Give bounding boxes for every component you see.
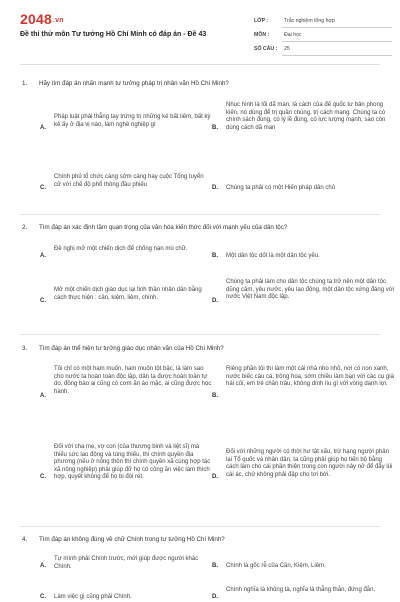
- logo-suffix: .vn: [52, 17, 64, 24]
- question-text: 2. Tìm đáp án xác định tầm quan trọng của văn hóa kiến thức đối với mạnh yếu của dân tộc?: [22, 224, 288, 231]
- header-divider: [20, 64, 380, 65]
- meta-row-count: SỐ CÂU : 25: [252, 43, 392, 57]
- exam-page: 2048.vn Đề thi thử môn Tư tưởng Hồ Chí Minh có đáp án - Đề 43 LỚP : Trắc nghiệm tổng hợp MÔN : Đại học SỐ CÂU : 25 1. Hãy tìm đáp án nhấn mạnh tư tưởng pháp trị nhân văn Hồ Chí Minh? A. Pháp luật phải thẳng tay trừng trị những kẻ bất liêm, bất kỳ kẻ ấy ở địa vị nào, làm nghề nghiệp gì B. Nhục hình là lối dã man, là cách của đế quốc tư bản phong kiến, nó dùng để trị quần chúng, trị cách mạng. Chúng ta có chính sách đúng, có lý lẽ đúng, có lực lượng mạnh, sao còn dùng cách dã man C. Chính phủ tổ chức càng sớm càng hay cuộc Tổng tuyển cử với chế độ phổ thông đầu phiếu D. Chúng ta phải có một Hiến pháp dân chủ 2. Tìm đáp án xác định tầm quan trọng của văn hóa kiến thức đối với mạnh yếu của dân tộc? A. Đề nghị mở một chiến dịch để chống nạn mù chữ. B. Một dân tộc dốt là một dân tộc yếu. C. Mở một chiến dịch giáo dục lại tinh thần nhân dân bằng cách thực hiện : cần, kiệm, liêm, chính. D. Chúng ta phải làm cho dân tộc chúng ta trở nên một dân tộc dũng cảm, yêu nước, yêu lao động, một dân tộc xứng đáng với nước Việt Nam độc lập. 3. Tìm đáp án thể hiện tư tưởng giáo dục nhân văn của Hồ Chí Minh? A. Tôi chỉ có một ham muốn, ham muốn tột bậc, là làm sao cho nước ta hoàn toàn độc lập, dân ta được hoàn toàn tự do, đồng bào ai cũng có cơm ăn áo mặc, ai cũng được học hành. B. Riêng phần tôi thì làm một cái nhà nho nhỏ, nơi có non xanh, nước biếc câu cá, trồng hoa, sớm chiều làm bạn với các cụ già hái củi, em trẻ chăn trâu, không dính líu gì với vòng danh lợi. C. Đối với cha mẹ, vợ con (của thương binh và liệt sĩ) mà thiếu sức lao động và túng thiếu, thì chính quyền địa phương (nếu ở nông thôn thì chính quyền xã cùng hợp tác xã nông nghiệp) phải giúp đỡ họ có công ăn việc làm thích hợp, quyết không để họ bị đói rét. D. Đối với những người có thời hư tật xấu, trừ hạng người phản lại Tổ quốc và nhân dân, ta cũng phải giúp họ tiến bộ bằng cách làm cho cái phần thiện trong con người nảy nở để đẩy lùi cái ác, chứ không phải đập cho tơi bời. 4. Tìm đáp án không đúng về chữ Chính trong tư tưởng Hồ Chí Minh? A. Tự mình phải Chính trước, mới giúp được người khác Chính. B. Chính là gốc rễ của Cần, Kiệm, Liêm. C. Làm việc gì cũng phải Chính. D. Chính nghĩa là không tà, nghĩa là thẳng thắn, đứng đắn.: [0, 0, 400, 600]
- question-text: 1. Hãy tìm đáp án nhấn mạnh tư tưởng pháp trị nhân văn Hồ Chí Minh?: [22, 80, 229, 87]
- question-text: 3. Tìm đáp án thể hiện tư tưởng giáo dục nhân văn của Hồ Chí Minh?: [22, 345, 224, 352]
- site-logo[interactable]: 2048.vn: [20, 11, 64, 27]
- meta-row-subject: MÔN : Đại học: [252, 29, 392, 43]
- exam-meta: [252, 15, 392, 57]
- header: [0, 0, 400, 62]
- exam-title: Đề thi thử môn Tư tưởng Hồ Chí Minh có đáp án - Đề 43: [20, 31, 207, 38]
- question-text: 4. Tìm đáp án không đúng về chữ Chính trong tư tưởng Hồ Chí Minh?: [22, 536, 225, 543]
- meta-row-class: LỚP : Trắc nghiệm tổng hợp: [252, 15, 392, 29]
